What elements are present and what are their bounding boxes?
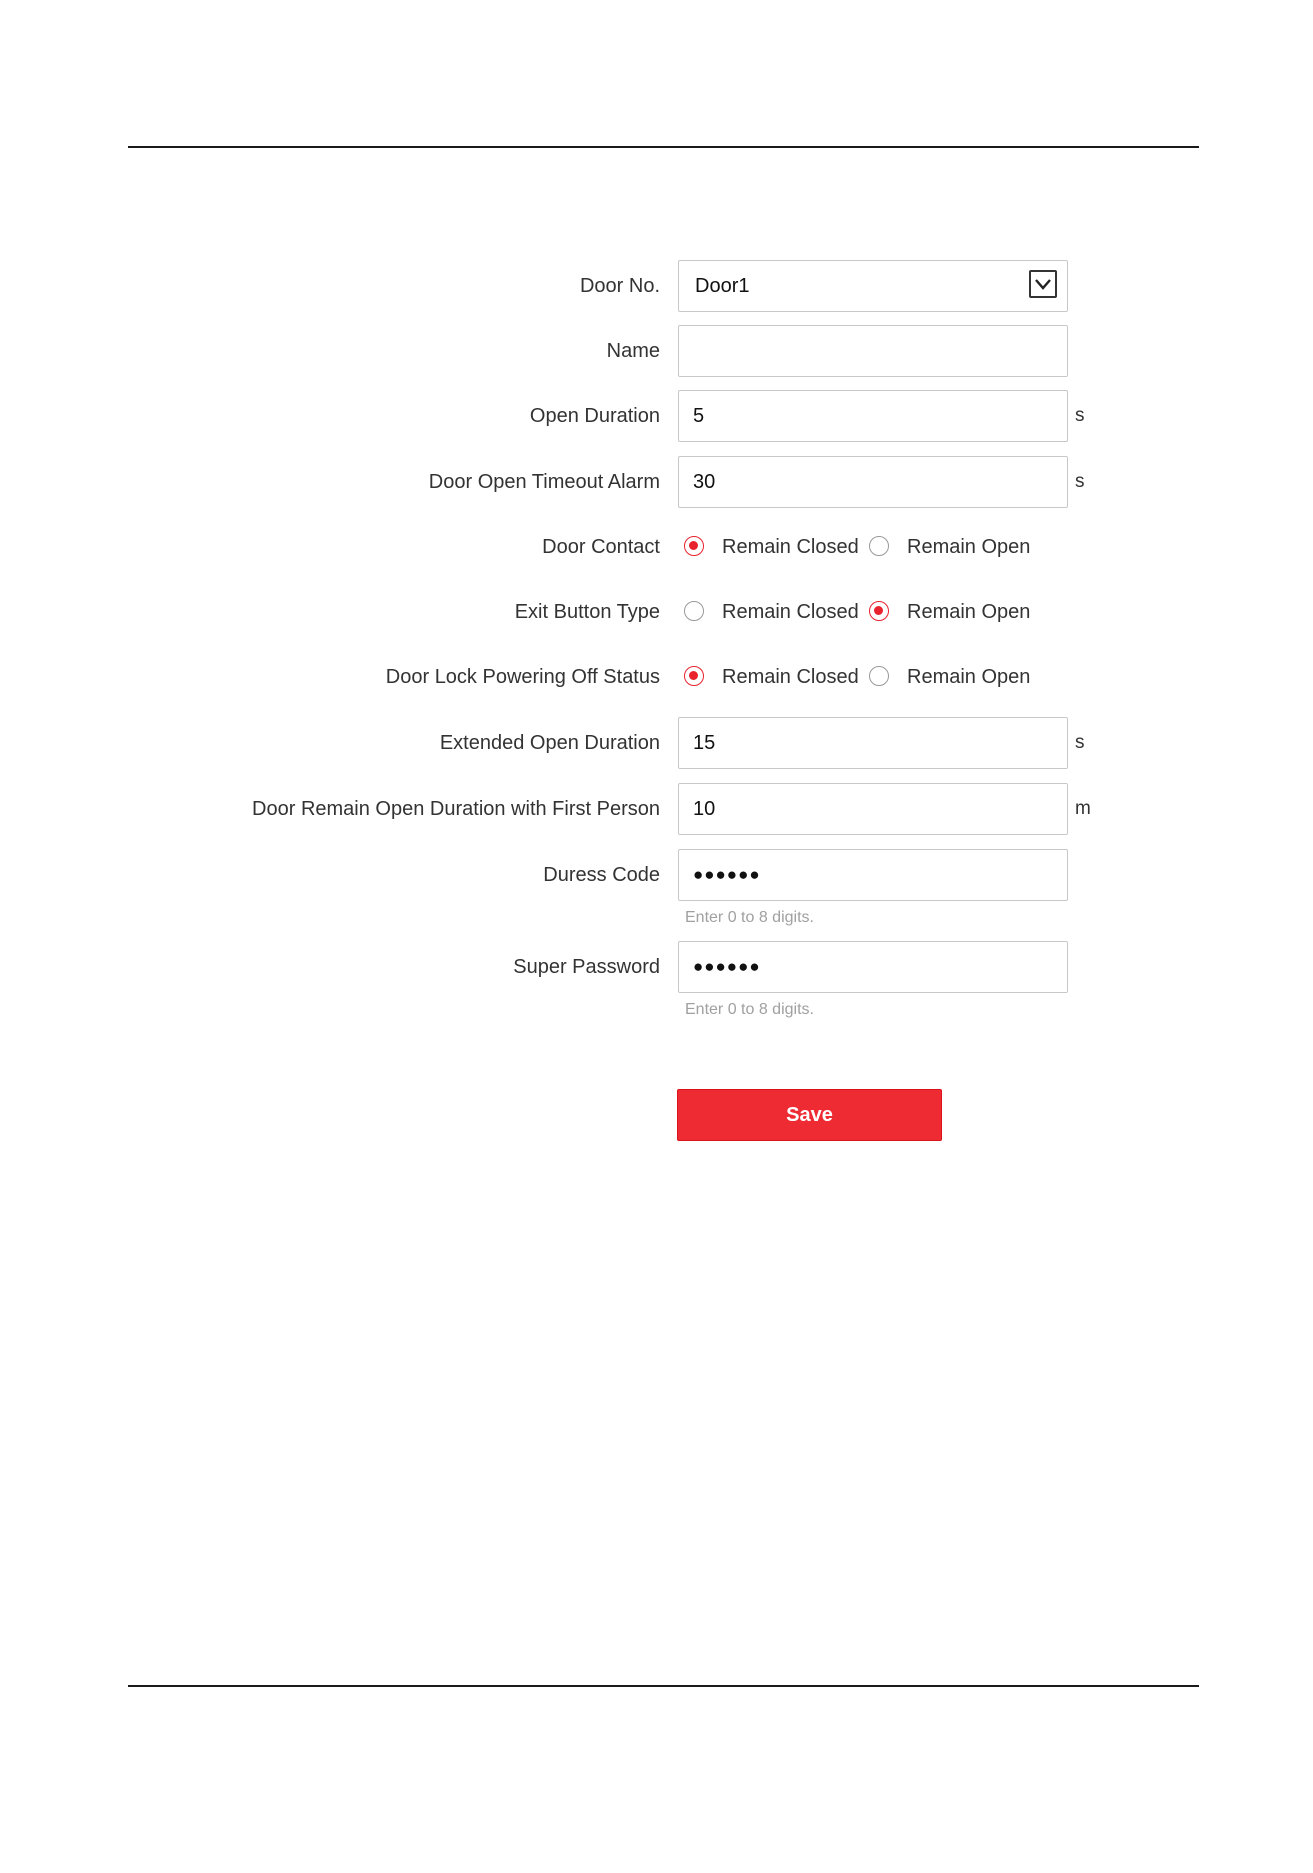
first-person-duration-label: Door Remain Open Duration with First Person [252, 798, 660, 820]
radio-button[interactable] [869, 666, 889, 686]
door-no-row [0, 260, 1313, 312]
exit-button-type-row [0, 586, 1313, 638]
open-duration-input[interactable] [678, 390, 1068, 442]
extended-open-duration-label: Extended Open Duration [439, 732, 660, 754]
radio-button[interactable] [869, 601, 889, 621]
lock-power-off-label: Door Lock Powering Off Status [385, 666, 660, 688]
door-no-select[interactable] [678, 260, 1068, 312]
timeout-alarm-unit: s [1075, 471, 1085, 492]
radio-button[interactable] [684, 536, 704, 556]
door-no-label: Door No. [579, 275, 660, 297]
super-password-label: Super Password [513, 956, 660, 978]
chevron-down-icon[interactable] [1029, 270, 1057, 298]
super-password-input[interactable] [678, 941, 1068, 993]
door-contact-label: Door Contact [542, 536, 660, 558]
extended-open-duration-row [0, 717, 1313, 769]
radio-button[interactable] [869, 536, 889, 556]
open-duration-row [0, 390, 1313, 442]
radio-button[interactable] [684, 666, 704, 686]
header-rule [128, 146, 1199, 148]
name-label: Name [606, 340, 660, 362]
name-row [0, 325, 1313, 377]
extended-open-duration-input[interactable] [678, 717, 1068, 769]
first-person-duration-unit: m [1075, 798, 1091, 819]
duress-code-row [0, 849, 1313, 901]
super-password-hint: Enter 0 to 8 digits. [685, 1001, 814, 1018]
duress-code-label: Duress Code [543, 864, 660, 886]
open-duration-label: Open Duration [529, 405, 660, 427]
first-person-duration-input[interactable] [678, 783, 1068, 835]
radio-label: Remain Open [907, 666, 1031, 688]
timeout-alarm-row [0, 456, 1313, 508]
name-input[interactable] [678, 325, 1068, 377]
exit-button-type-label: Exit Button Type [514, 601, 660, 623]
radio-label: Remain Closed [722, 536, 859, 558]
save-button[interactable]: Save [677, 1089, 942, 1141]
radio-label: Remain Open [907, 601, 1031, 623]
footer-rule [128, 1685, 1199, 1687]
duress-code-input[interactable] [678, 849, 1068, 901]
timeout-alarm-label: Door Open Timeout Alarm [428, 471, 660, 493]
first-person-duration-row [0, 783, 1313, 835]
door-no-value: Door1 [695, 275, 750, 297]
lock-power-off-row [0, 651, 1313, 703]
radio-label: Remain Closed [722, 666, 859, 688]
radio-label: Remain Open [907, 536, 1031, 558]
timeout-alarm-input[interactable] [678, 456, 1068, 508]
radio-label: Remain Closed [722, 601, 859, 623]
super-password-row [0, 941, 1313, 993]
extended-open-duration-unit: s [1075, 732, 1085, 753]
open-duration-unit: s [1075, 405, 1085, 426]
radio-button[interactable] [684, 601, 704, 621]
duress-code-hint: Enter 0 to 8 digits. [685, 909, 814, 926]
door-contact-row [0, 521, 1313, 573]
